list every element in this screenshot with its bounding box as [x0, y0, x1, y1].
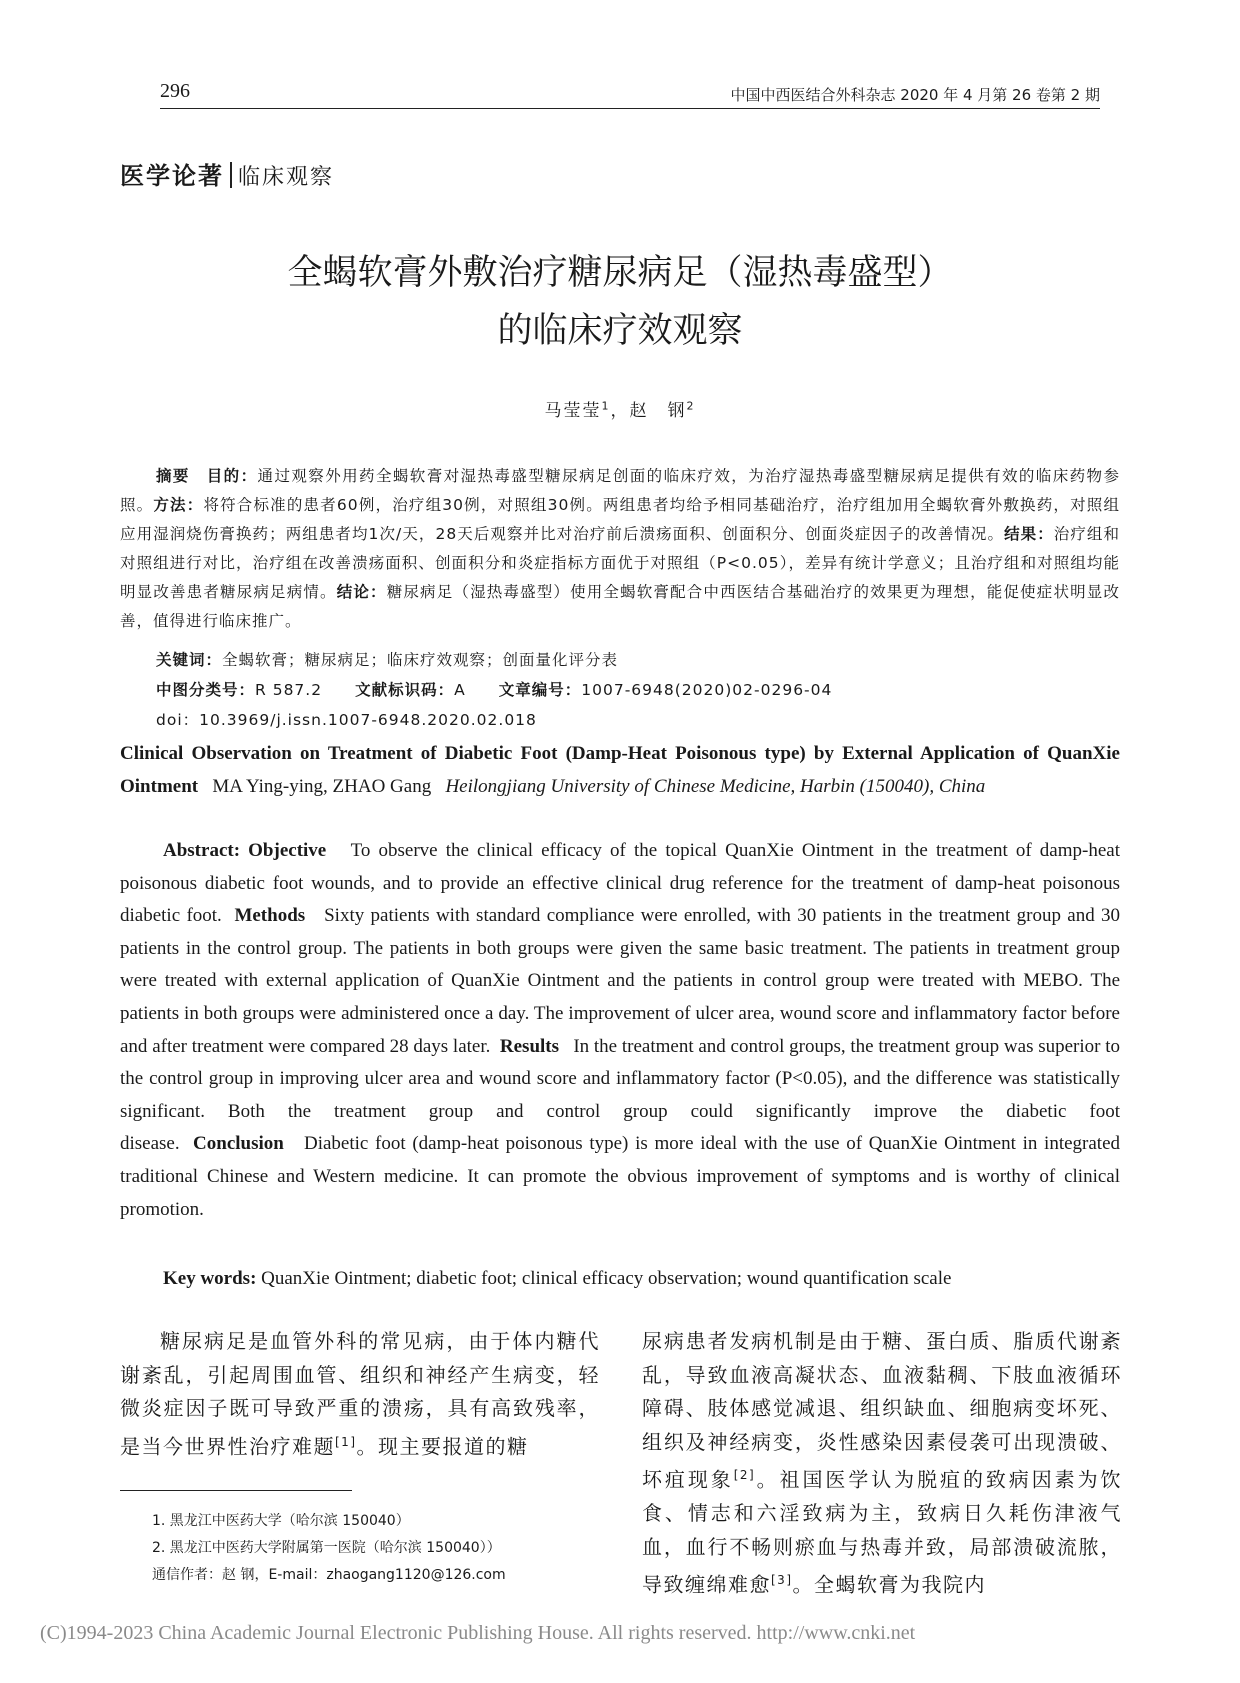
journal-header: 中国中西医结合外科杂志 2020 年 4 月第 26 卷第 2 期: [730, 86, 1100, 104]
article-no-value: 1007-6948(2020)02-0296-04: [581, 681, 833, 699]
author-2-affil: 2: [686, 399, 696, 413]
copyright-watermark: (C)1994-2023 China Academic Journal Electronic Publishing House. All rights reserved. http://www.cnki.net: [40, 1622, 916, 1644]
en-objective-label: Abstract: Objective: [163, 840, 327, 861]
body-right-text-c: 。全蝎软膏为我院内: [792, 1572, 986, 1597]
page-number: 296: [160, 80, 190, 102]
cn-results: 治疗组和对照组进行对比，治疗组在改善溃疡面积、创面积分和炎症指标方面优于对照组（P<0.05），差异有统计学意义；且治疗组和对照组均能明显改善患者糖尿病足病情。: [120, 525, 1120, 601]
footnote-corresponding-author: 通信作者：赵 钢，E-mail：zhaogang1120@126.com: [152, 1567, 506, 1583]
en-abstract: [120, 835, 1120, 1226]
en-conclusion-label: Conclusion: [193, 1133, 284, 1155]
en-objective: To observe the clinical efficacy of the topical QuanXie Ointment in the treatment of damp-heat poisonous diabetic foot wounds, and to provide an effective clinical drug reference for the treatment of damp-heat poisonous diabetic foot.: [120, 840, 1120, 927]
cn-keywords: [156, 648, 618, 670]
doc-code-label: 文献标识码：: [355, 681, 455, 699]
cn-methods-label: 方法：: [153, 496, 204, 514]
body-right-text-a: 尿病患者发病机制是由于糖、蛋白质、脂质代谢紊乱，导致血液高凝状态、血液黏稠、下肢血液循环障碍、肢体感觉减退、组织缺血、细胞病变坏死、组织及神经病变，炎性感染因素侵袭可出现溃破、坏疽现象: [642, 1329, 1122, 1492]
article-title-line1: 全蝎软膏外敷治疗糖尿病足（湿热毒盛型）: [287, 253, 953, 293]
clc-label: 中图分类号：: [156, 681, 256, 699]
classification-line: [156, 678, 832, 700]
en-conclusion: Diabetic foot (damp-heat poisonous type) is more ideal with the use of QuanXie Ointment in integrated traditional Chinese and Western medicine. It can promote the obvious improvement of symptoms and is worthy of clinical promotion.: [120, 1133, 1121, 1220]
footnote-affiliation-1: 1. 黑龙江中医药大学（哈尔滨 150040）: [152, 1513, 410, 1529]
body-left-tail: 。现主要报道的糖: [356, 1434, 529, 1459]
author-2: 赵 钢: [629, 401, 687, 421]
citation-ref[interactable]: [1]: [335, 1434, 357, 1449]
section-tag-sub: 临床观察: [238, 165, 335, 190]
cn-objective-label: 目的：: [206, 467, 258, 485]
cn-conclusion-label: 结论：: [336, 583, 387, 601]
authors: [0, 396, 1240, 421]
author-separator: ，: [610, 401, 630, 421]
doi: doi：10.3969/j.issn.1007-6948.2020.02.018: [156, 711, 537, 729]
cn-abstract-label: 摘要: [156, 467, 190, 485]
en-affiliation: Heilongjiang University of Chinese Medicine, Harbin (150040), China: [445, 775, 986, 797]
en-keywords-label: Key words:: [163, 1268, 257, 1289]
cn-objective: 通过观察外用药全蝎软膏对湿热毒盛型糖尿病足创面的临床疗效，为治疗湿热毒盛型糖尿病足提供有效的临床药物参照。: [120, 467, 1120, 514]
doc-code-value: A: [454, 681, 466, 699]
body-column-right: [642, 1325, 1122, 1602]
article-title-line2: 的临床疗效观察: [497, 311, 743, 351]
en-title-block: [120, 738, 1120, 803]
section-tag-divider: [230, 162, 232, 188]
section-tag: [120, 156, 334, 191]
header-divider: [160, 108, 1100, 109]
en-results-label: Results: [499, 1035, 560, 1057]
clc-value: R 587.2: [255, 681, 323, 699]
footnote-affiliation-2: 2. 黑龙江中医药大学附属第一医院（哈尔滨 150040））: [152, 1540, 501, 1556]
en-methods-label: Methods: [234, 905, 306, 927]
cn-conclusion: 糖尿病足（湿热毒盛型）使用全蝎软膏配合中西医结合基础治疗的效果更为理想，能促使症状明显改善，值得进行临床推广。: [120, 583, 1120, 630]
en-authors: MA Ying-ying, ZHAO Gang: [212, 775, 432, 797]
en-title: Clinical Observation on Treatment of Diabetic Foot (Damp-Heat Poisonous type) by External Application of QuanXie Ointment: [120, 743, 1120, 797]
author-1: 马莹莹: [544, 401, 602, 421]
cn-results-label: 结果：: [1004, 525, 1054, 543]
citation-ref[interactable]: [2]: [733, 1468, 756, 1482]
author-1-affil: 1: [601, 399, 611, 413]
article-no-label: 文章编号：: [498, 681, 582, 699]
en-keywords: [163, 1263, 951, 1296]
en-results: In the treatment and control groups, the treatment group was superior to the control group in improving ulcer area and wound score and inflammatory factor (P<0.05), and the difference was statistically significant. Both the treatment group and control group could significantly improve the diabetic foot disease.: [120, 1035, 1121, 1155]
citation-ref[interactable]: [3]: [771, 1573, 793, 1588]
cn-keywords-value: 全蝎软膏；糖尿病足；临床疗效观察；创面量化评分表: [222, 651, 619, 669]
cn-abstract: [120, 462, 1120, 636]
body-right-text-b: 。祖国医学认为脱疽的致病因素为饮食、情志和六淫致病为主，致病日久耗伤津液气血，血行不畅则瘀血与热毒并致，局部溃破流脓，导致缠绵难愈: [642, 1467, 1123, 1597]
section-tag-main: 医学论著: [120, 162, 224, 190]
body-column-left: [120, 1325, 600, 1464]
en-methods: Sixty patients with standard compliance were enrolled, with 30 patients in the treatment group and 30 patients in the control group. The patients in both groups were given the same basic treatment. The patients in treatment group were treated with external application of QuanXie Ointment and the patients in control group were treated with MEBO. The patients in both groups were administered once a day. The improvement of ulcer area, wound score and inflammatory factor before and after treatment were compared 28 days later.: [120, 905, 1121, 1057]
en-keywords-value: QuanXie Ointment; diabetic foot; clinical efficacy observation; wound quantification scale: [261, 1268, 952, 1289]
footnote-divider: [120, 1490, 352, 1491]
cn-methods: 将符合标准的患者60例，治疗组30例，对照组30例。两组患者均给予相同基础治疗，治疗组加用全蝎软膏外敷换药，对照组应用湿润烧伤膏换药；两组患者均1次/天，28天后观察并比对治疗前后溃疡面积、创面积分、创面炎症因子的改善情况。: [120, 496, 1120, 543]
body-left-text: 糖尿病足是血管外科的常见病，由于体内糖代谢紊乱，引起周围血管、组织和神经产生病变，轻微炎症因子既可导致严重的溃疡，具有高致残率，是当今世界性治疗难题: [120, 1329, 600, 1459]
cn-keywords-label: 关键词：: [156, 651, 223, 669]
